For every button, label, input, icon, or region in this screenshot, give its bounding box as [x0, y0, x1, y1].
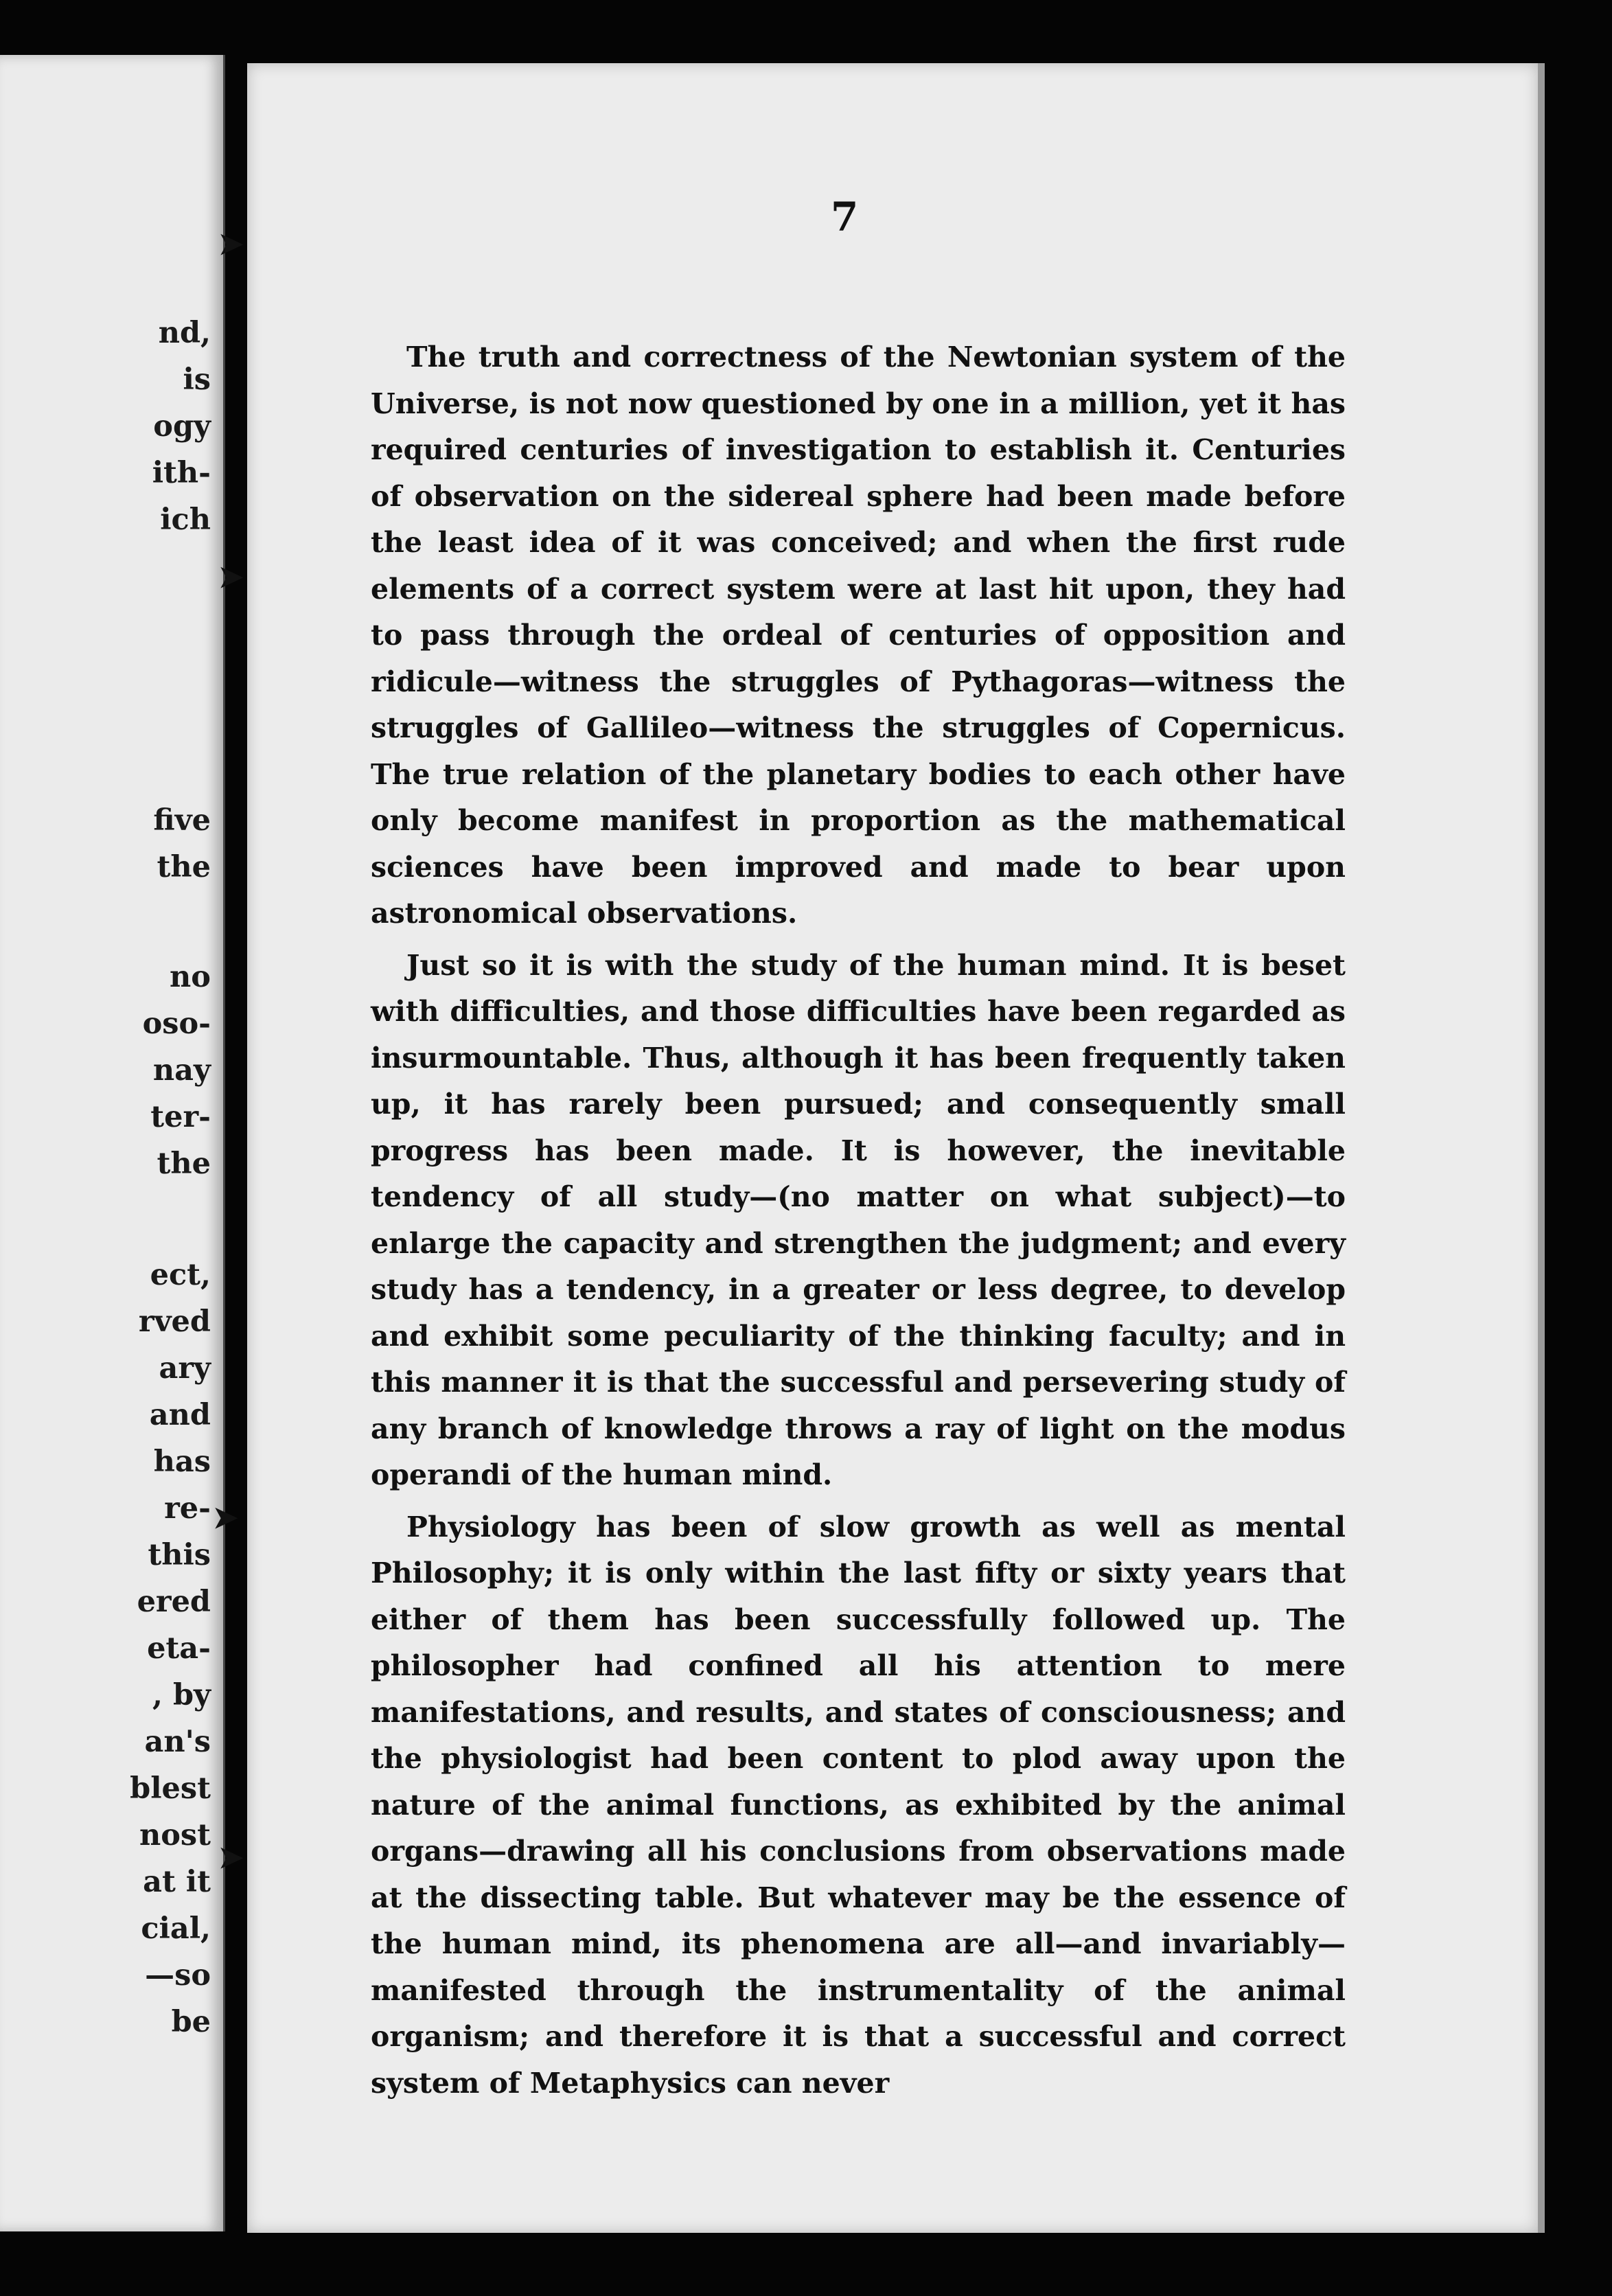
binding-thread-mark: ➤	[213, 1500, 238, 1535]
left-page-line: be	[171, 2005, 211, 2039]
left-page-line: the	[157, 850, 211, 884]
page-body-text	[371, 334, 1346, 2106]
left-page-line: is	[183, 363, 211, 397]
paragraph: The truth and correctness of the Newtonian system of the Universe, is not now questioned by one in a million, yet it has required centuries of investigation to establish it. Centuries of observation on the sidereal sphere had been made before the least idea of it was conceived; and when the first rude elements of a correct system were at last hit upon, they had to pass through the ordeal of centuries of opposition and ridicule—witness the struggles of Pythagoras—witness the struggles of Gallileo—witness the struggles of Copernicus. The true relation of the planetary bodies to each other have only become manifest in proportion as the mathematical sciences have been improved and made to bear upon astronomical observations.	[371, 341, 1346, 930]
left-page-line: at it	[143, 1865, 211, 1899]
left-page-line: five	[153, 803, 211, 838]
paragraph: Physiology has been of slow growth as well as mental Philosophy; it is only within the last fifty or sixty years that either of them has been successfully followed up. The philosopher had confined all his attention to mere manifestations, and results, and states of consciousness; and the physiologist had been content to plod away upon the nature of the animal functions, as exhibited by the animal organs—drawing all his conclusions from observations made at the dissecting table. But whatever may be the essence of the human mind, its phenomena are all—and invariably—manifested through the instrumentality of the animal organism; and therefore it is that a successful and correct system of Metaphysics can never	[371, 1510, 1346, 2100]
page-number: 7	[831, 194, 859, 240]
left-page-line: oso-	[142, 1007, 211, 1041]
left-page-line: eta-	[147, 1631, 211, 1666]
left-page-line: an's	[144, 1725, 211, 1759]
page-edge-shadow	[1538, 63, 1545, 2233]
left-page-line: and	[149, 1398, 211, 1432]
binding-thread-mark: ➤	[218, 227, 244, 262]
left-page-line: ary	[159, 1351, 211, 1386]
left-page-line: the	[157, 1147, 211, 1181]
binding-thread-mark: ➤	[218, 1840, 244, 1875]
paragraph: Just so it is with the study of the human mind. It is beset with difficulties, and those difficulties have been regarded as insurmountable. Thus, although it has been frequently taken up, it has rarely been pursued; and consequently small progress has been made. It is however, the inevitable tendency of all study—(no matter on what subject)—to enlarge the capacity and strengthen the judgment; and every study has a tendency, in a greater or less degree, to develop and exhibit some peculiarity of the thinking faculty; and in this manner it is that the successful and persevering study of any branch of knowledge throws a ray of light on the modus operandi of the human mind.	[371, 948, 1346, 1491]
left-page-line: ter-	[150, 1100, 211, 1134]
left-page-line: nay	[152, 1053, 211, 1088]
left-page-line: cial,	[141, 1912, 211, 1946]
left-page-line: this	[148, 1538, 211, 1572]
left-page-line: ect,	[150, 1258, 211, 1292]
left-page-line: nd,	[158, 316, 211, 350]
left-page-line: , by	[152, 1678, 211, 1712]
left-page-line: has	[153, 1445, 211, 1479]
book-page	[247, 63, 1538, 2233]
left-page-strip	[0, 55, 225, 2231]
left-page-line: ith-	[152, 456, 211, 490]
left-page-line: re-	[164, 1491, 211, 1526]
left-page-line: blest	[130, 1771, 211, 1806]
left-page-line: ich	[160, 503, 211, 537]
left-page-line: nost	[139, 1818, 211, 1852]
left-page-line: ogy	[153, 409, 211, 444]
left-page-line: no	[170, 960, 211, 994]
binding-thread-mark: ➤	[218, 560, 244, 595]
left-page-line: —so	[145, 1958, 211, 1993]
left-page-line: rved	[138, 1305, 211, 1339]
left-page-line: ered	[137, 1585, 211, 1619]
